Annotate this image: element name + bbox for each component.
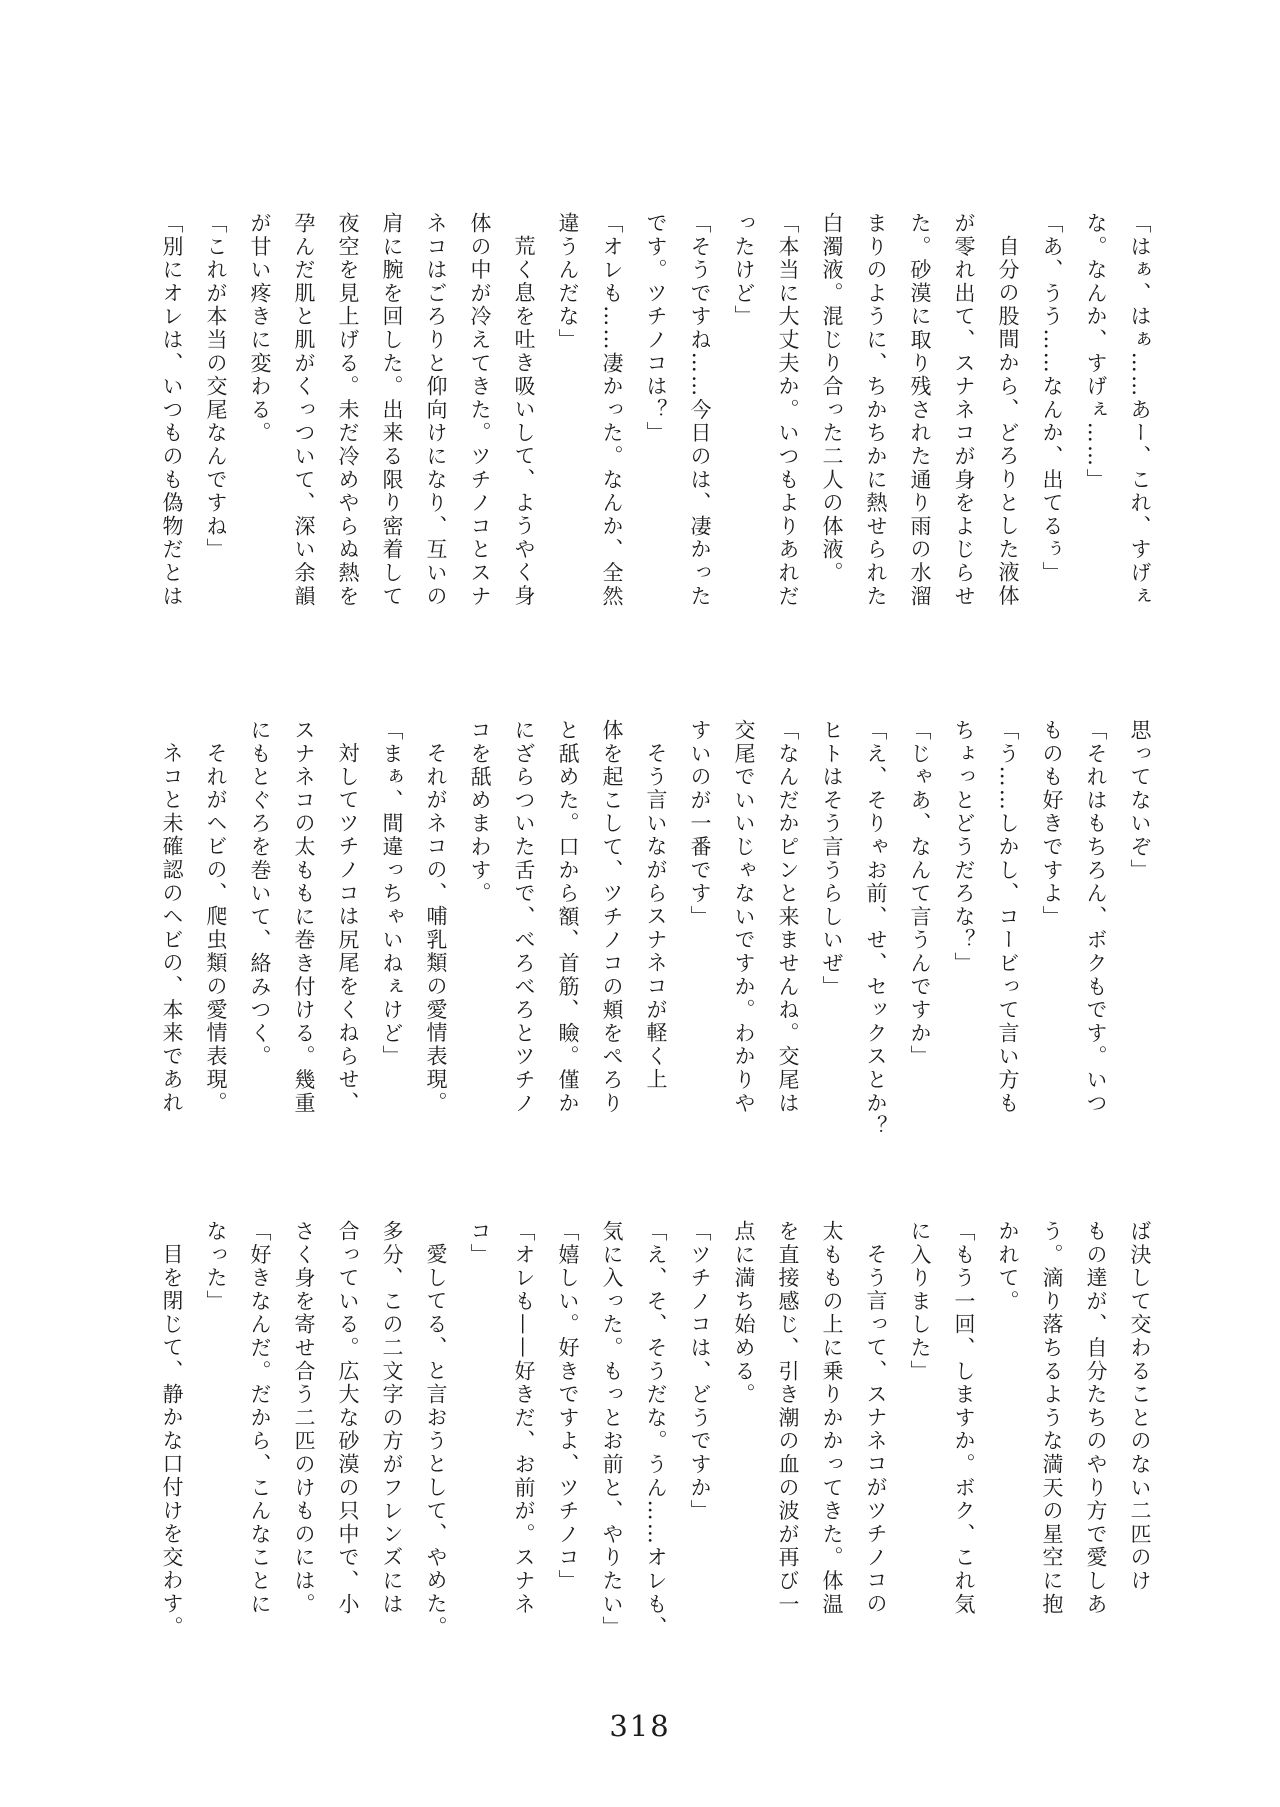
text-column: 「それはもちろん、ボクもです。いつ bbox=[1084, 719, 1108, 1116]
text-column: ば決して交わることのない二匹のけ bbox=[1128, 1220, 1152, 1593]
text-column: 「まぁ、間違っちゃいねぇけど」 bbox=[380, 719, 404, 1069]
text-column: もの達が、自分たちのやり方で愛しあ bbox=[1084, 1220, 1108, 1617]
text-column: と舐めた。口から額、首筋、瞼。僅か bbox=[556, 719, 580, 1116]
text-column: そう言って、スナネコがツチノコの bbox=[864, 1243, 888, 1617]
text-column: コ」 bbox=[468, 1220, 492, 1267]
text-column: ものも好きですよ」 bbox=[1040, 719, 1064, 929]
text-column: そう言いながらスナネコが軽く上 bbox=[644, 742, 668, 1092]
text-column: 「え、そりゃお前、せ、セックスとか？ bbox=[864, 719, 888, 1139]
text-column: が甘い疼きに変わる。 bbox=[248, 212, 272, 445]
text-column: が零れ出て、スナネコが身をよじらせ bbox=[952, 212, 976, 609]
text-column: ったけど」 bbox=[732, 212, 756, 329]
text-column: ネコはごろりと仰向けになり、互いの bbox=[424, 212, 448, 609]
text-column: 合っている。広大な砂漠の只中で、小 bbox=[336, 1220, 360, 1617]
text-column: 多分、この二文字の方がフレンズには bbox=[380, 1220, 404, 1617]
text-column: 違うんだな」 bbox=[556, 212, 580, 352]
text-column: 思ってないぞ」 bbox=[1128, 719, 1152, 883]
text-column: 太ももの上に乗りかかってきた。体温 bbox=[820, 1220, 844, 1617]
text-column: う。滴り落ちるような満天の星空に抱 bbox=[1040, 1220, 1064, 1617]
text-column: 「これが本当の交尾なんですね」 bbox=[204, 212, 228, 562]
text-column: にざらついた舌で、べろべろとツチノ bbox=[512, 719, 536, 1116]
text-column: ヒトはそう言うらしいぜ」 bbox=[820, 719, 844, 999]
text-column: さく身を寄せ合う二匹のけものには。 bbox=[292, 1220, 316, 1617]
text-column: 「はぁ、はぁ……あー、これ、すげぇ bbox=[1128, 212, 1152, 609]
text-column: 体の中が冷えてきた。ツチノコとスナ bbox=[468, 212, 492, 609]
text-column: 孕んだ肌と肌がくっついて、深い余韻 bbox=[292, 212, 316, 609]
text-column: ちょっとどうだろな？」 bbox=[952, 719, 976, 976]
text-column: を直接感じ、引き潮の血の波が再び一 bbox=[776, 1220, 800, 1617]
text-column: た。砂漠に取り残された通り雨の水溜 bbox=[908, 212, 932, 609]
text-column: 「あ、うう……なんか、出てるぅ」 bbox=[1040, 212, 1064, 585]
page-number: 318 bbox=[609, 1709, 671, 1743]
text-column: 「嬉しい。好きですよ、ツチノコ」 bbox=[556, 1220, 580, 1593]
text-column: かれて。 bbox=[996, 1220, 1020, 1314]
text-column: 愛してる、と言おうとして、やめた。 bbox=[424, 1243, 448, 1640]
text-column: 点に満ち始める。 bbox=[732, 1220, 756, 1407]
text-column: 交尾でいいじゃないですか。わかりや bbox=[732, 719, 756, 1116]
text-column: に入りました」 bbox=[908, 1220, 932, 1384]
text-column: 気に入った。もっとお前と、やりたい」 bbox=[600, 1220, 624, 1640]
text-column: 目を閉じて、静かな口付けを交わす。 bbox=[160, 1243, 184, 1640]
text-column: スナネコの太ももに巻き付ける。幾重 bbox=[292, 719, 316, 1116]
text-column: な。なんか、すげぇ……」 bbox=[1084, 212, 1108, 492]
text-column: 肩に腕を回した。出来る限り密着して bbox=[380, 212, 404, 609]
text-column: 体を起こして、ツチノコの頬をぺろり bbox=[600, 719, 624, 1116]
text-column: にもとぐろを巻いて、絡みつく。 bbox=[248, 719, 272, 1069]
text-column: 「オレも……凄かった。なんか、全然 bbox=[600, 212, 624, 609]
text-column: ネコと未確認のヘビの、本来であれ bbox=[160, 742, 184, 1116]
text-column: まりのように、ちかちかに熱せられた bbox=[864, 212, 888, 609]
text-column: 白濁液。混じり合った二人の体液。 bbox=[820, 212, 844, 585]
text-block-top bbox=[150, 212, 1162, 616]
text-column: 対してツチノコは尻尾をくねらせ、 bbox=[336, 742, 360, 1116]
text-column: 「え、そ、そうだな。うん……オレも、 bbox=[644, 1220, 668, 1640]
text-column: それがネコの、哺乳類の愛情表現。 bbox=[424, 742, 448, 1116]
text-column: コを舐めまわす。 bbox=[468, 719, 492, 906]
text-column: 「そうですね……今日のは、凄かった bbox=[688, 212, 712, 609]
text-column: です。ツチノコは？」 bbox=[644, 212, 668, 445]
text-column: それがヘビの、爬虫類の愛情表現。 bbox=[204, 742, 228, 1116]
text-column: 「本当に大丈夫か。いつもよりあれだ bbox=[776, 212, 800, 609]
text-column: なった」 bbox=[204, 1220, 228, 1314]
text-block-middle bbox=[150, 719, 1162, 1139]
text-block-bottom bbox=[150, 1220, 1162, 1640]
text-column: 「う……しかし、コービって言い方も bbox=[996, 719, 1020, 1116]
text-column: 夜空を見上げる。未だ冷めやらぬ熱を bbox=[336, 212, 360, 609]
text-column: すいのが一番です」 bbox=[688, 719, 712, 929]
text-column: 「じゃあ、なんて言うんですか」 bbox=[908, 719, 932, 1069]
text-column: 「オレも——好きだ、お前が。スナネ bbox=[512, 1220, 536, 1617]
text-column: 荒く息を吐き吸いして、ようやく身 bbox=[512, 235, 536, 609]
text-column: 自分の股間から、どろりとした液体 bbox=[996, 235, 1020, 609]
text-column: 「なんだかピンと来ませんね。交尾は bbox=[776, 719, 800, 1116]
text-column: 「ツチノコは、どうですか」 bbox=[688, 1220, 712, 1523]
text-column: 「好きなんだ。だから、こんなことに bbox=[248, 1220, 272, 1617]
text-column: 「別にオレは、いつものも偽物だとは bbox=[160, 212, 184, 609]
text-column: 「もう一回、しますか。ボク、これ気 bbox=[952, 1220, 976, 1617]
